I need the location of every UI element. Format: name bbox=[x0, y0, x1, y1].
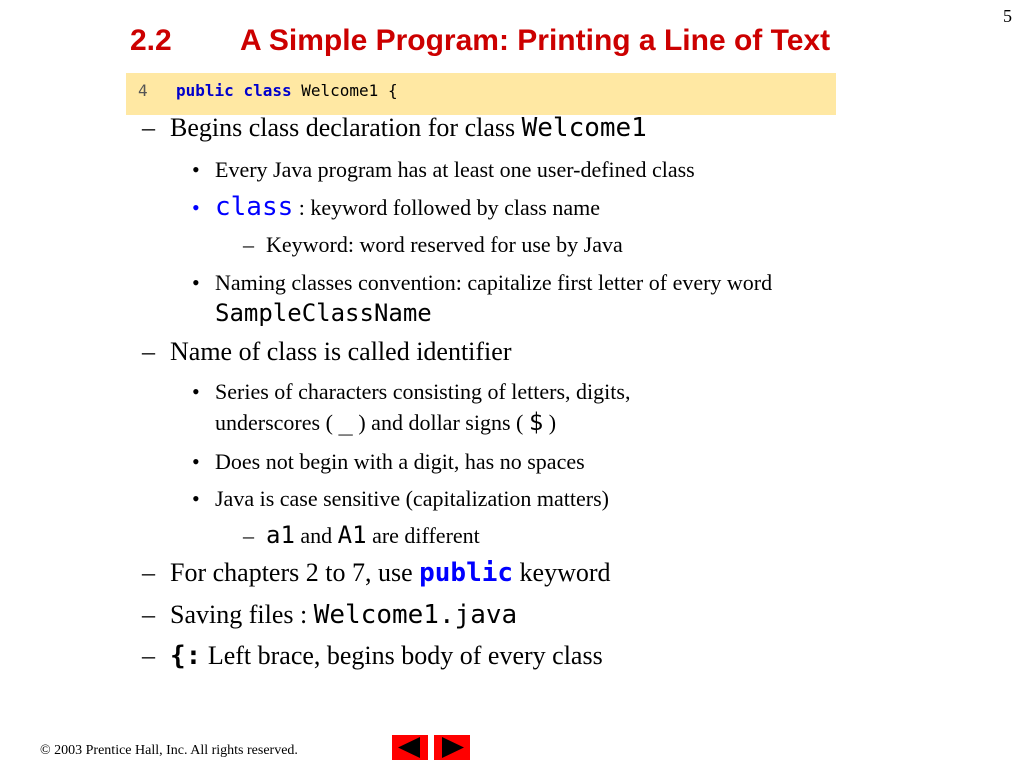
bullet-text: Does not begin with a digit, has no spaces bbox=[215, 449, 585, 474]
bullet-series-characters-cont bbox=[215, 408, 556, 436]
code-band bbox=[126, 73, 836, 115]
bullet-case-sensitive bbox=[192, 486, 609, 512]
bullet-public-keyword bbox=[142, 558, 611, 588]
title-text: A Simple Program: Printing a Line of Text bbox=[240, 24, 831, 57]
bullet-text: keyword bbox=[513, 558, 611, 587]
code-welcome1: Welcome1 bbox=[521, 113, 647, 143]
bullet-text: Java is case sensitive (capitalization matters) bbox=[215, 486, 610, 511]
title-number: 2.2 bbox=[130, 24, 172, 57]
bullet-marker: • bbox=[192, 486, 200, 511]
code-underscore: _ bbox=[338, 408, 353, 436]
bullet-saving-files bbox=[142, 600, 517, 630]
bullet-series-characters bbox=[192, 379, 630, 405]
dash-marker: – bbox=[243, 523, 254, 548]
dash-marker: – bbox=[142, 558, 155, 587]
slide-title bbox=[130, 24, 830, 58]
code-line-number: 4 bbox=[138, 81, 148, 100]
code-keyword-class: class bbox=[243, 81, 292, 100]
bullet-marker: • bbox=[192, 449, 200, 474]
bullet-left-brace bbox=[142, 641, 603, 671]
code-a1-upper: A1 bbox=[337, 521, 367, 549]
bullet-marker: • bbox=[192, 270, 200, 295]
bullet-user-defined-class bbox=[192, 157, 695, 183]
previous-slide-button[interactable] bbox=[392, 735, 428, 760]
bullet-text: and bbox=[294, 523, 338, 548]
bullet-keyword-definition bbox=[243, 232, 623, 258]
bullet-text: ) bbox=[543, 410, 557, 435]
code-welcome1-java: Welcome1.java bbox=[313, 600, 518, 630]
code-class: class bbox=[215, 192, 294, 222]
bullet-text: underscores ( bbox=[215, 410, 339, 435]
code-dollar: $ bbox=[528, 408, 544, 436]
bullet-marker: • bbox=[192, 157, 200, 182]
bullet-text: : keyword followed by class name bbox=[293, 195, 600, 220]
bullet-naming-example bbox=[215, 299, 432, 327]
arrow-left-icon bbox=[392, 735, 428, 760]
bullet-text: ) and dollar signs ( bbox=[352, 410, 529, 435]
next-slide-button[interactable] bbox=[434, 735, 470, 760]
bullet-class-declaration bbox=[142, 113, 647, 143]
bullet-text: Every Java program has at least one user-defined class bbox=[215, 157, 695, 182]
code-line bbox=[138, 81, 398, 100]
page-number: 5 bbox=[1003, 6, 1012, 26]
code-rest: Welcome1 { bbox=[291, 81, 398, 100]
dash-marker: – bbox=[142, 641, 155, 670]
bullet-text: are different bbox=[366, 523, 480, 548]
dash-marker: – bbox=[142, 113, 155, 142]
bullet-text: Keyword: word reserved for use by Java bbox=[266, 232, 623, 257]
bullet-text: Naming classes convention: capitalize first letter of every word bbox=[215, 270, 773, 295]
dash-marker: – bbox=[142, 337, 155, 366]
bullet-text: Left brace, begins body of every class bbox=[201, 641, 603, 670]
code-left-brace: {: bbox=[170, 641, 202, 671]
arrow-right-icon bbox=[434, 735, 470, 760]
bullet-text: Begins class declaration for class bbox=[170, 113, 522, 142]
code-a1-lower: a1 bbox=[266, 521, 295, 549]
footer-text: 2003 Prentice Hall, Inc. All rights reserved. bbox=[50, 743, 298, 758]
bullet-no-digit bbox=[192, 449, 585, 475]
dash-marker: – bbox=[243, 232, 254, 257]
bullet-marker: • bbox=[192, 195, 200, 220]
bullet-naming-convention bbox=[192, 270, 772, 296]
bullet-text: Name of class is called identifier bbox=[170, 337, 512, 366]
bullet-identifier bbox=[142, 337, 511, 367]
bullet-class-keyword bbox=[192, 192, 600, 222]
bullet-text: For chapters 2 to 7, use bbox=[170, 558, 420, 587]
code-keyword-public: public bbox=[176, 81, 234, 100]
bullet-text: Series of characters consisting of letters, digits, bbox=[215, 379, 631, 404]
dash-marker: – bbox=[142, 600, 155, 629]
copyright-icon: © bbox=[40, 743, 51, 758]
bullet-a1-example bbox=[243, 521, 480, 549]
bullet-marker: • bbox=[192, 379, 200, 404]
code-public: public bbox=[419, 558, 514, 588]
footer-copyright bbox=[40, 743, 298, 759]
bullet-text: Saving files : bbox=[170, 600, 314, 629]
code-sample-class-name: SampleClassName bbox=[215, 299, 432, 327]
